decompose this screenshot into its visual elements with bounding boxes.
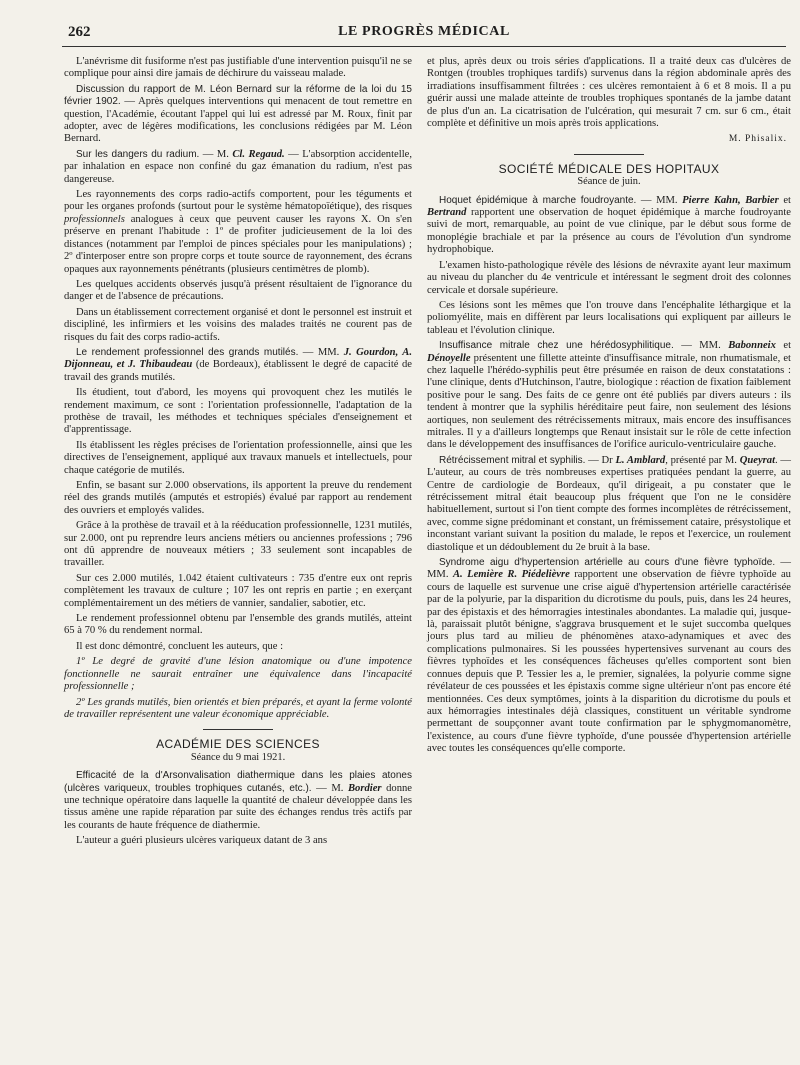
paragraph: Le rendement professionnel obtenu par l'ensemble des grands mutilés, atteint 65 à 70 % du rendement normal. (64, 613, 412, 637)
item-heading: Insuffisance mitrale chez une hérédosyphilitique. (439, 340, 674, 352)
paragraph (427, 340, 791, 452)
paragraph: Ils établissent les règles précises de l'orientation professionnelle, ainsi que les directives de l'enseignement, appliqué aux travaux manuels et intellectuels, pour chaque catégorie de mutilés. (64, 439, 412, 476)
text-fragment: — MM. (636, 194, 683, 206)
item-heading: Le rendement professionnel des grands mutilés. (76, 346, 299, 358)
paragraph: Ces lésions sont les mêmes que l'on trouve dans l'encéphalite léthargique et la poliomyélite, mais en diffèrent par leurs localisations qui expliquent par ailleurs le tableau et l'évolution clinique. (427, 299, 791, 336)
item-text: — L'absorption accidentelle, par inhalation en espace non confiné du gaz émanation du radium, n'est pas dangereuse. (64, 148, 412, 185)
paragraph: et plus, après deux ou trois séries d'applications. Il a traité deux cas d'ulcères de Rontgen (troubles trophiques tardifs) survenus dans la région abdominale après des irradiations insuffisamment filtrées : ces ulcères remontaient à 6 et 8 mois. Il a pu guérir aussi une malade atteinte de troubles trophiques spontanés de la jambe datant de plus d'un an. La cicatrisation de l'ulcération, qui mesurait 7 cm. sur 6 cm., était complète et définitive un mois après trois applications. (427, 56, 791, 130)
author-name: Dénoyelle (427, 352, 471, 364)
item-heading: Syndrome aigu d'hypertension artérielle au cours d'une fièvre typhoïde. (439, 557, 776, 569)
text-fragment: — Dr (585, 454, 616, 466)
emphasis: professionnels (64, 213, 125, 225)
item-text: présentent une fillette atteinte d'insuffisance mitrale, non rhumatismale, et chez laquelle l'hérédo-syphilis peut être présumée en raison de deux constatations : l'une clinique, dents d'Hutchinson, l'autre, biologique : réaction de fixation faiblement positive pour le sang. Des faits de ce genre ont été publiés par divers auteurs : ils tendent à montrer que la syphilis héréditaire peut faire, non seulement des lésions aortiques, non seulement des rétrécissements mitraux, mais encore des insuffisances mitrales. Il y a d'ailleurs longtemps que Renaut insistait sur le rôle de cette infection dans le développement des insuffisances de l'orifice auriculo-ventriculaire gauche. (427, 352, 791, 451)
author-name: Cl. Regaud. (232, 148, 285, 160)
right-column (427, 56, 791, 759)
text-fragment: — M. (311, 782, 348, 794)
text-fragment: Les rayonnements des corps radio-actifs comportent, pour les téguments et pour les organes profonds (surtout pour le système hématopoïétique), des risques (64, 189, 412, 213)
conclusion-1: 1º Le degré de gravité d'une lésion anatomique ou d'une impotence fonctionnelle ne saurait entraîner une équivalence dans l'incapacité professionnelle ; (64, 656, 412, 693)
paragraph (427, 195, 791, 257)
paragraph (64, 347, 412, 384)
section-date: Séance du 9 mai 1921. (190, 751, 286, 763)
item-text: . — L'auteur, au cours de très nombreuses expertises pratiquées pendant la guerre, au Centre de cardiologie de Bordeaux, qu'il dirigeait, a pu constater que le rétrécissement mitral était beaucoup plus fréquent que l'on ne le considère habituellement, surtout si l'on tient compte des formes incomplètes de rétrécissement, avec, comme signe prédominant et constant, un frémissement cataire, présystolique et inconstant variant suivant la position du malade, le repos et l'exercice, un roulement diastolique et un dédoublement du 2e bruit à la base. (427, 454, 792, 553)
item-text: rapportent une observation de fièvre typhoïde au cours de laquelle est survenue une crise aiguë d'hypertension artérielle caractérisée par de la polyurie, par la disparition du dicrotisme du pouls, puis, dans les 24 heures, par des épistaxis et des hémorragies intestinales abondantes. La maladie qui, jusque-là, paraissait plutôt bénigne, s'aggrava brusquement et le sujet succomba quelques jours plus tard au milieu de phénomènes ataxo-adynamiques et avec des complications pulmonaires. Si les poussées hypertensives survenant au cours des fièvres typhoïdes et les conséquences fâcheuses qu'elles comportent sont bien connues depuis que P. Tessier les a, le premier, signalées, la polyurie comme signe révélateur de ces poussées et les épistaxis comme signe ultérieur n'ont pas encore été mentionnées. Ces deux symptômes, joints à la disparition du dicrotisme du pouls et aux hémorragies intestinales déjà classiques, constituent un véritable syndrome permettant de soupçonner avant toute confirmation par le sphygmomanomètre, l'existence, au cours d'une fièvre typhoïde, d'une poussée d'hypertension artérielle avec toutes les conséquences qu'elle comporte. (427, 569, 791, 755)
running-header (62, 22, 786, 47)
paragraph: L'examen histo-pathologique révèle des lésions de névraxite ayant leur maximum au niveau du plancher du 4e ventricule et intéressant le segment droit des colonnes cervicale et dorsale supérieure. (427, 259, 791, 296)
author-name: A. Lemière R. Piédelièvre (452, 569, 570, 581)
paragraph: Grâce à la prothèse de travail et à la rééducation professionnelle, 1231 mutilés, sur 2.000, ont pu reprendre leurs anciens métiers ou anciennes professions ; 796 ont dû apprendre de nouveaux métiers ; 33 seulement sont incapables de travailler. (64, 520, 412, 569)
text-fragment: et (775, 340, 792, 352)
author-name: Queyrat (739, 454, 776, 466)
author-name: Pierre Kahn, Barbier (682, 194, 779, 206)
paragraph: Enfin, se basant sur 2.000 observations, ils apportent la preuve du rendement réel des grands mutilés (amputés et estropiés) évalué par rapport au rendement des ouvriers et employés valides. (64, 480, 412, 516)
author-name: L. Amblard (615, 454, 666, 466)
text-fragment: , présenté par M. (665, 454, 740, 466)
item-heading: Sur les dangers du radium. (76, 148, 200, 160)
paragraph: Ils étudient, tout d'abord, les moyens qui provoquent chez les mutilés le rendement maximum, ce sont : l'orientation professionnelle, l'adaptation de la prothèse de travail, les méthodes et techniques spéciales d'enseignement et d'apprentissage. (64, 387, 412, 436)
section-title-societe: SOCIÉTÉ MÉDICALE DES HOPITAUX (498, 161, 720, 176)
paragraph: Il est donc démontré, concluent les auteurs, que : (76, 640, 284, 652)
paragraph (64, 770, 412, 832)
paragraph: L'anévrisme dit fusiforme n'est pas justifiable d'une intervention puisqu'il ne se complique pour ainsi dire jamais de déchirure du vaisseau malade. (64, 56, 412, 80)
author-name: Babonneix (728, 340, 776, 352)
paragraph: Sur ces 2.000 mutilés, 1.042 étaient cultivateurs : 735 d'entre eux ont repris complètement les travaux de culture ; 107 les ont repris en partie ; en exerçant complémentairement un des métiers de vannier, sandalier, sabotier, etc. (64, 572, 412, 609)
section-divider (574, 154, 644, 155)
paragraph (64, 189, 412, 276)
item-text: (de Bordeaux), établissent le degré de capacité de travail des grands mutilés. (64, 359, 413, 383)
section-date: Séance de juin. (577, 176, 641, 188)
item-text: — Après quelques interventions qui menacent de tout remettre en question, l'Académie, écoutant l'appel qui lui est adressé par M. Roux, finit par adopter, avec de légères modifications, les conclusions rédigées par M. Léon Bernard. (64, 96, 412, 145)
paragraph: L'auteur a guéri plusieurs ulcères variqueux datant de 3 ans (76, 835, 328, 847)
item-text: donne une technique opératoire dans laquelle la quantité de chaleur développée dans les tissus amène une rapide réparation par suite des échanges rendus très actifs par les courants de haute fréquence de diathermie. (64, 782, 412, 831)
section-title-academie: ACADÉMIE DES SCIENCES (156, 737, 320, 752)
item-heading: Efficacité de la d'Arsonvalisation diathermique dans les plaies atones (ulcères variqueux, troubles trophiques cutanés, etc.). (64, 770, 412, 794)
signature: M. Phisalix. (728, 134, 787, 145)
text-fragment: — MM. (673, 340, 729, 352)
paragraph (427, 455, 791, 554)
text-fragment: — M. (199, 148, 233, 160)
paragraph (427, 557, 791, 756)
page-number: 262 (68, 24, 91, 40)
author-name: J. Gourdon, A. Dijonneau, et J. Thibaudeau (64, 346, 412, 371)
author-name: Bordier (347, 782, 382, 794)
paragraph (64, 149, 412, 186)
item-heading: Hoquet épidémique à marche foudroyante. (439, 194, 637, 206)
item-heading: Discussion du rapport de M. Léon Bernard sur la réforme de la loi du 15 février 1902. (64, 83, 412, 108)
section-divider (203, 729, 273, 730)
item-text: rapportent une observation de hoquet épidémique à marche foudroyante suivi de mort, remarquable, au point de vue clinique, par le début sous forme de monoplégie brachiale et par la présence au cours de l'évolution d'un syndrome hydrophobique. (427, 207, 791, 256)
item-heading: Rétrécissement mitral et syphilis. (439, 454, 586, 466)
paragraph: Dans un établissement correctement organisé et dont le personnel est instruit et discipliné, les infirmiers et les voisins des malades traités ne courent pas de risques du fait des corps radio-actifs. (64, 306, 412, 343)
paragraph (64, 84, 412, 146)
text-fragment: — MM. (427, 557, 791, 581)
text-fragment: — MM. (298, 346, 344, 358)
left-column (64, 56, 412, 851)
paragraph: Les quelques accidents observés jusqu'à présent résultaient de l'ignorance du danger et de l'absence de précautions. (64, 278, 412, 303)
author-name: Bertrand (427, 207, 467, 219)
conclusion-2: 2º Les grands mutilés, bien orientés et bien préparés, et ayant la ferme volonté de travailler représentent une valeur économique appréciable. (64, 696, 412, 720)
text-fragment: analogues à ceux que peuvent causer les rayons X. On s'en préserve en prenant l'habitude : 1º de profiter judicieusement de la loi des distances (notamment par l'emploi de pinces spéciales pour les manipulations) ; 2º d'interposer entre son propre corps et toute source de rayonnement, des écrans opaques aux rayonnements pénétrants (plusieurs centimètres de plomb). (64, 213, 412, 275)
journal-title: LE PROGRÈS MÉDICAL (338, 24, 510, 39)
text-fragment: et (778, 194, 791, 206)
